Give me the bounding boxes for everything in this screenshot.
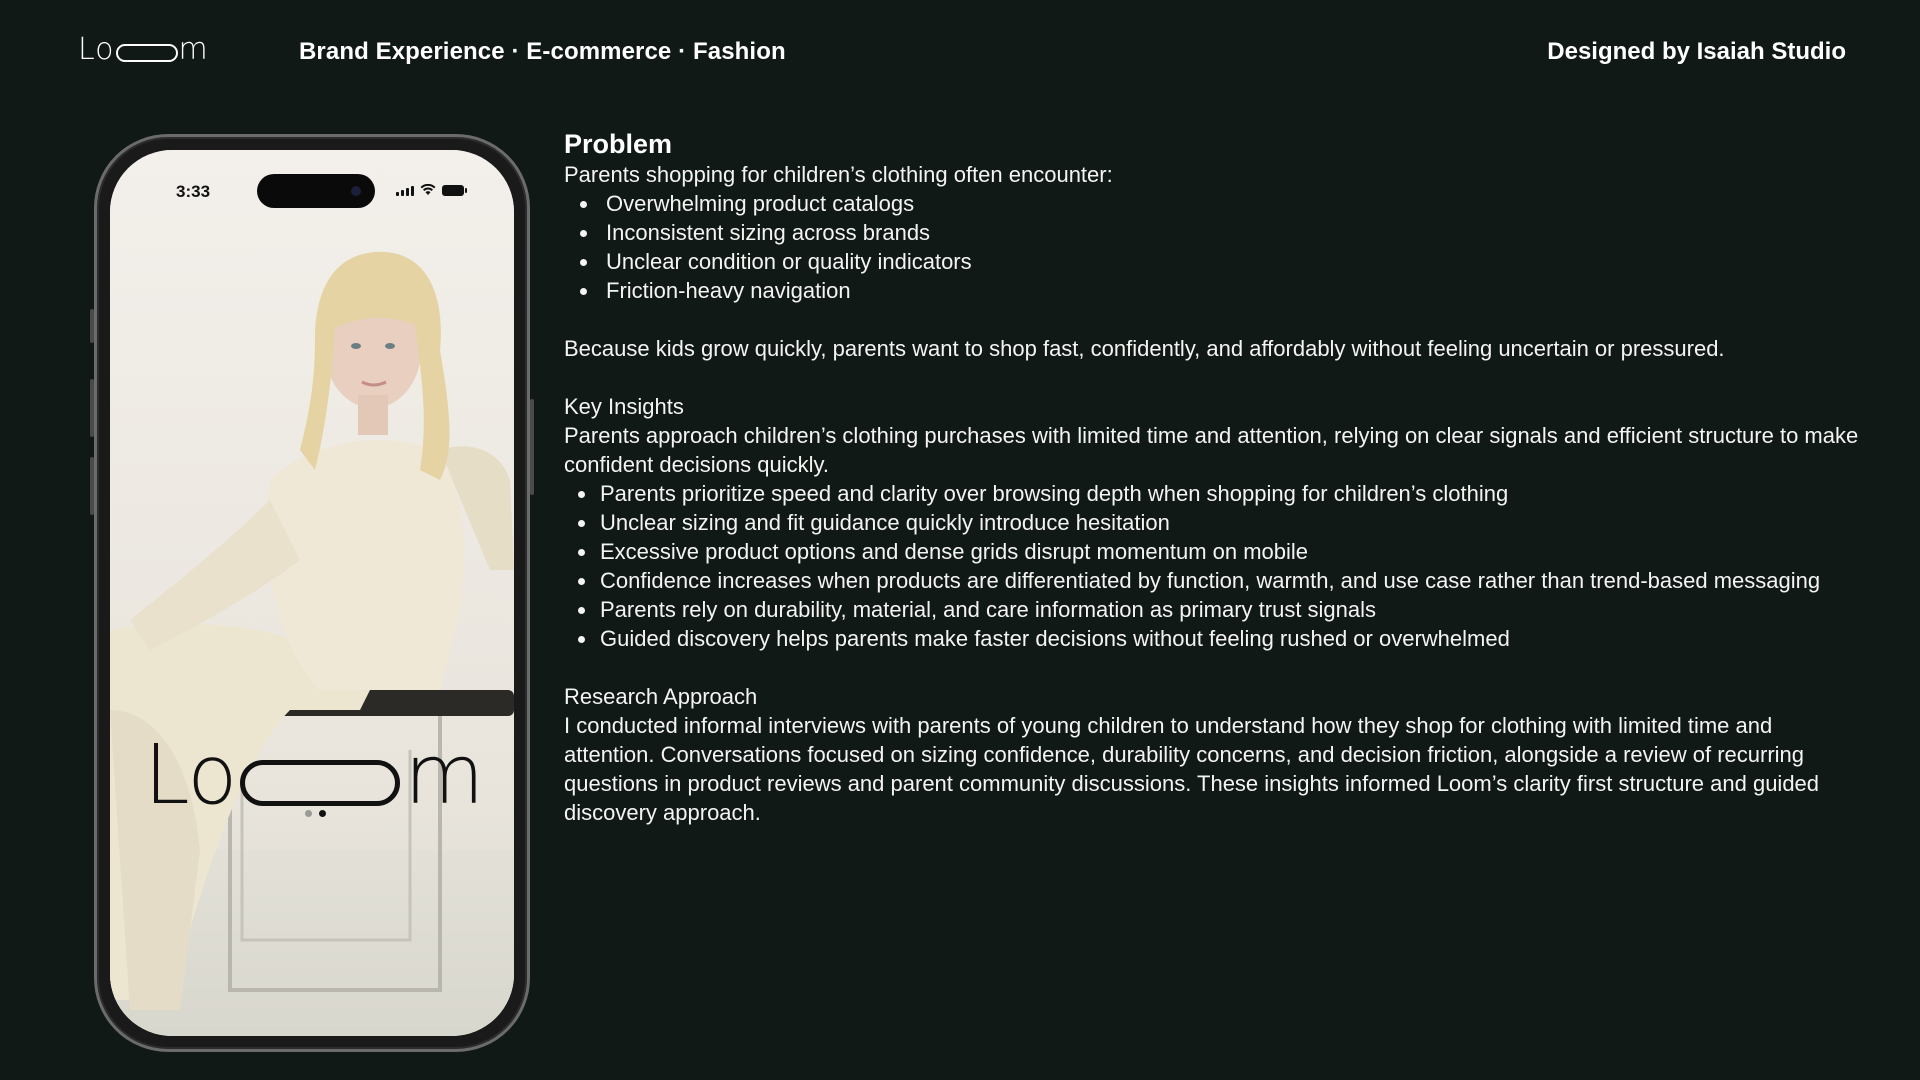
splash-logo-text-left: Lo <box>144 728 237 823</box>
case-study-content <box>564 128 1860 827</box>
dynamic-island <box>257 174 375 208</box>
wifi-icon <box>420 184 436 196</box>
problem-heading: Problem <box>564 129 673 159</box>
status-bar-time: 3:33 <box>176 182 211 201</box>
brand-logo <box>78 30 209 70</box>
brand-logo-text-right: m <box>178 32 209 67</box>
research-heading: Research Approach <box>564 684 758 709</box>
problem-list <box>564 189 1860 305</box>
brand-logo-pill <box>116 44 178 62</box>
list-item: Unclear condition or quality indicators <box>564 247 1860 276</box>
phone-side-button-volume-up <box>90 379 94 437</box>
splash-logo <box>144 728 483 823</box>
designer-credit: Designed by Isaiah Studio <box>1547 38 1846 65</box>
carousel-dot-active[interactable] <box>319 810 326 817</box>
battery-icon <box>442 185 464 196</box>
insights-heading: Key Insights <box>564 394 684 419</box>
carousel-dot[interactable] <box>305 810 312 817</box>
phone-mockup <box>94 134 530 1052</box>
splash-logo-text-right: m <box>404 728 484 823</box>
insights-intro: Parents approach children’s clothing purchases with limited time and attention, relying on clear signals and efficient structure to make confident decisions quickly. <box>564 423 1859 477</box>
list-item: Unclear sizing and fit guidance quickly introduce hesitation <box>564 508 1860 537</box>
brand-logo-text-left: Lo <box>78 32 115 67</box>
hero-photo <box>110 150 514 1036</box>
phone-side-button-volume-down <box>90 457 94 515</box>
list-item: Inconsistent sizing across brands <box>564 218 1860 247</box>
list-item: Parents rely on durability, material, and care information as primary trust signals <box>564 595 1860 624</box>
phone-side-button-silent <box>90 309 94 343</box>
list-item: Friction-heavy navigation <box>564 276 1860 305</box>
insights-list <box>564 479 1860 653</box>
problem-intro: Parents shopping for children’s clothing often encounter: <box>564 162 1113 187</box>
project-tags: Brand Experience · E-commerce · Fashion <box>299 38 786 65</box>
research-body: I conducted informal interviews with parents of young children to understand how they shop for clothing with limited time and attention. Conversations focused on sizing confidence, durability concerns, and decision friction, alongside a review of recurring questions in product reviews and parent community discussions. These insights informed Loom’s clarity first structure and guided discovery approach. <box>564 713 1820 825</box>
cellular-signal-icon <box>396 186 414 196</box>
status-bar-icons <box>396 184 464 196</box>
problem-summary: Because kids grow quickly, parents want to shop fast, confidently, and affordably without feeling uncertain or pressured. <box>564 336 1725 361</box>
phone-screen <box>110 150 514 1036</box>
list-item: Overwhelming product catalogs <box>564 189 1860 218</box>
list-item: Excessive product options and dense grids disrupt momentum on mobile <box>564 537 1860 566</box>
list-item: Confidence increases when products are differentiated by function, warmth, and use case rather than trend-based messaging <box>564 566 1860 595</box>
carousel-dots <box>305 810 326 817</box>
list-item: Parents prioritize speed and clarity over browsing depth when shopping for children’s clothing <box>564 479 1860 508</box>
splash-logo-pill <box>240 760 400 806</box>
phone-side-button-power <box>530 399 534 495</box>
list-item: Guided discovery helps parents make faster decisions without feeling rushed or overwhelmed <box>564 624 1860 653</box>
